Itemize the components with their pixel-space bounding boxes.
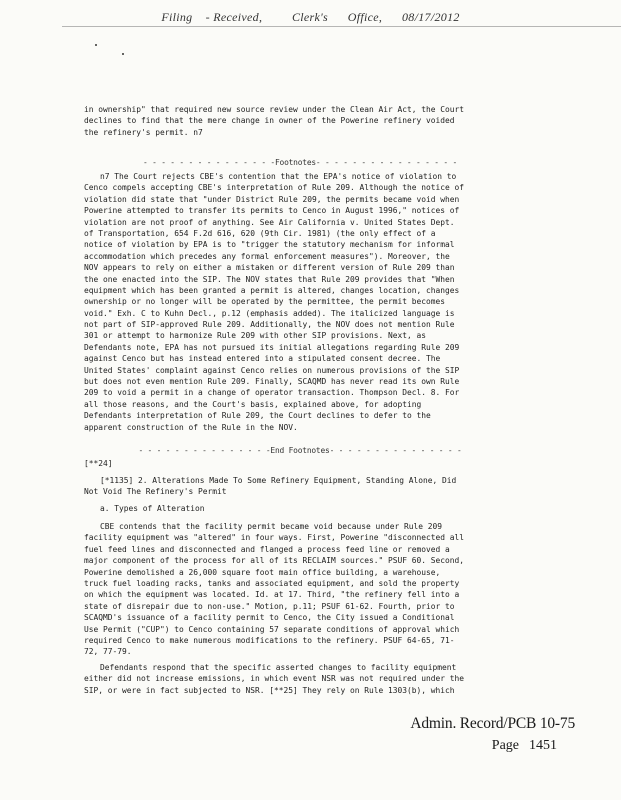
filing-date: 08/17/2012: [402, 10, 460, 24]
text-line: United States' complaint against Cenco relies on numerous provisions of the SIP: [84, 365, 460, 375]
text-line: Not Void The Refinery's Permit: [84, 487, 227, 497]
text-line: the one enacted into the SIP. The NOV states that Rule 209 provides that "When: [84, 274, 455, 284]
text-line: violation did state that "under District Rule 209, the permits became void when: [84, 194, 460, 204]
end-footnotes-separator: [84, 445, 516, 456]
text-line: Defendants note, EPA has not pursued its initial allegations regarding Rule 209: [84, 342, 460, 352]
text-line: major component of the process for all of its RECLAIM sources." PSUF 60. Second,: [84, 556, 465, 566]
text-line: of Transportation, 654 F.2d 616, 620 (9th Cir. 1981) (the only effect of a: [84, 228, 436, 238]
text-line: state of disrepair due to non-use." Motion, p.11; PSUF 61-62. Fourth, prior to: [84, 601, 455, 611]
subheading-text: a. Types of Alteration: [100, 504, 205, 513]
text-line: void." Exh. C to Kuhn Decl., p.12 (emphasis added). The italicized language is: [84, 308, 455, 318]
text-line: Defendants respond that the specific asserted changes to facility equipment: [100, 663, 457, 672]
header-rule: [62, 26, 621, 27]
text-line: all those reasons, and the Court's basis, explained above, for adopting: [84, 399, 422, 409]
text-line: 209 to void a permit in a change of operator transaction. Thompson Decl. 8. For: [84, 388, 460, 398]
text-line: in ownership" that required new source review under the Clean Air Act, the Court: [84, 105, 465, 114]
text-line: required Cenco to make numerous modifications to the refinery. PSUF 64-65, 71-: [84, 635, 455, 645]
text-line: against Cenco but has instead entered into a stipulated consent decree. The: [84, 354, 441, 364]
text-line: truck fuel loading racks, tanks and associated equipment, and sold the property: [84, 578, 460, 588]
footnotes-separator: [84, 157, 516, 168]
intro-paragraph: [84, 104, 516, 138]
text-line: Powerine demolished a 26,000 square foot main office building, a warehouse,: [84, 567, 441, 577]
filing-header: [0, 10, 621, 25]
text-line: ownership or no longer will be operated by the permittee, the permit becomes: [84, 297, 446, 307]
end-footnotes-label: - - - - - - - - - - - - - - -End Footnotes- - - - - - - - - - - - - - -: [138, 446, 462, 455]
text-line: Defendants interpretation of Rule 209, the Court declines to defer to the: [84, 411, 431, 421]
page-reference: [84, 458, 516, 469]
paragraph-defendants-respond: [84, 662, 516, 696]
office-label: Office,: [347, 10, 383, 24]
text-line: accommodation which precedes any formal enforcement measures"). Moreover, the: [84, 251, 450, 261]
text-line: n7 The Court rejects CBE's contention that the EPA's notice of violation to: [100, 172, 457, 181]
paragraph-cbe-contends: [84, 521, 516, 658]
text-line: either did not increase emissions, in which event NSR was not required under the: [84, 674, 465, 684]
filing-label: Filing: [161, 10, 193, 24]
section-heading: [84, 475, 516, 498]
text-line: Powerine attempted to transfer its permits to Cenco in August 1996," notices of: [84, 206, 460, 216]
text-line: equipment which has been granted a permit is altered, changes location, changes: [84, 285, 460, 295]
text-line: not part of SIP-approved Rule 209. Additionally, the NOV does not mention Rule: [84, 320, 455, 330]
text-line: the refinery's permit. n7: [84, 127, 203, 137]
text-line: SIP, or were in fact subjected to NSR. [**25] They rely on Rule 1303(b), which: [84, 685, 455, 695]
text-line: but does not even mention Rule 209. Finally, SCAQMD has never read its own Rule: [84, 377, 460, 387]
text-line: violation are not proof of anything. See Air California v. United States Dept.: [84, 217, 455, 227]
scan-speck: [122, 53, 124, 55]
text-line: CBE contends that the facility permit became void because under Rule 209: [100, 522, 443, 531]
text-line: SCAQMD's issuance of a facility permit to Cenco, the City issued a Conditional: [84, 613, 455, 623]
text-line: apparent construction of the Rule in the NOV.: [84, 422, 298, 432]
footnote-n7: [84, 171, 516, 433]
admin-record-stamp: Admin. Record/PCB 10-75: [410, 715, 575, 732]
text-line: on which the equipment was located. Id. at 17. Third, "the refinery fell into a: [84, 590, 460, 600]
text-line: declines to find that the mere change in owner of the Powerine refinery voided: [84, 116, 455, 126]
page-number: 1451: [529, 738, 557, 753]
subheading: [84, 503, 516, 514]
text-line: facility equipment was "altered" in four ways. First, Powerine "disconnected all: [84, 533, 465, 543]
received-label: - Received,: [205, 10, 263, 24]
text-line: 301 or attempt to harmonize Rule 209 with other SIP provisions. Next, as: [84, 331, 427, 341]
scan-speck: [95, 44, 97, 46]
text-line: NOV appears to rely on either a mistaken or different version of Rule 209 than: [84, 263, 455, 273]
clerks-label: Clerk's: [291, 10, 328, 24]
page-label: Page: [491, 738, 519, 753]
page-ref-24: [**24]: [84, 459, 113, 468]
text-line: [*1135] 2. Alterations Made To Some Refinery Equipment, Standing Alone, Did: [100, 476, 457, 485]
text-line: Cenco compels accepting CBE's interpretation of Rule 209. Although the notice of: [84, 183, 465, 193]
text-line: fuel feed lines and disconnected and flanged a process feed line or removed a: [84, 544, 450, 554]
footnotes-label: - - - - - - - - - - - - - - -Footnotes- - - - - - - - - - - - - - - -: [143, 158, 457, 167]
text-line: 72, 77-79.: [84, 647, 132, 657]
page-number-stamp: [492, 738, 557, 754]
text-line: Use Permit ("CUP") to Cenco containing 57 separate conditions of approval which: [84, 624, 460, 634]
text-line: notice of violation by EPA is to "trigger the statutory mechanism for informal: [84, 240, 455, 250]
